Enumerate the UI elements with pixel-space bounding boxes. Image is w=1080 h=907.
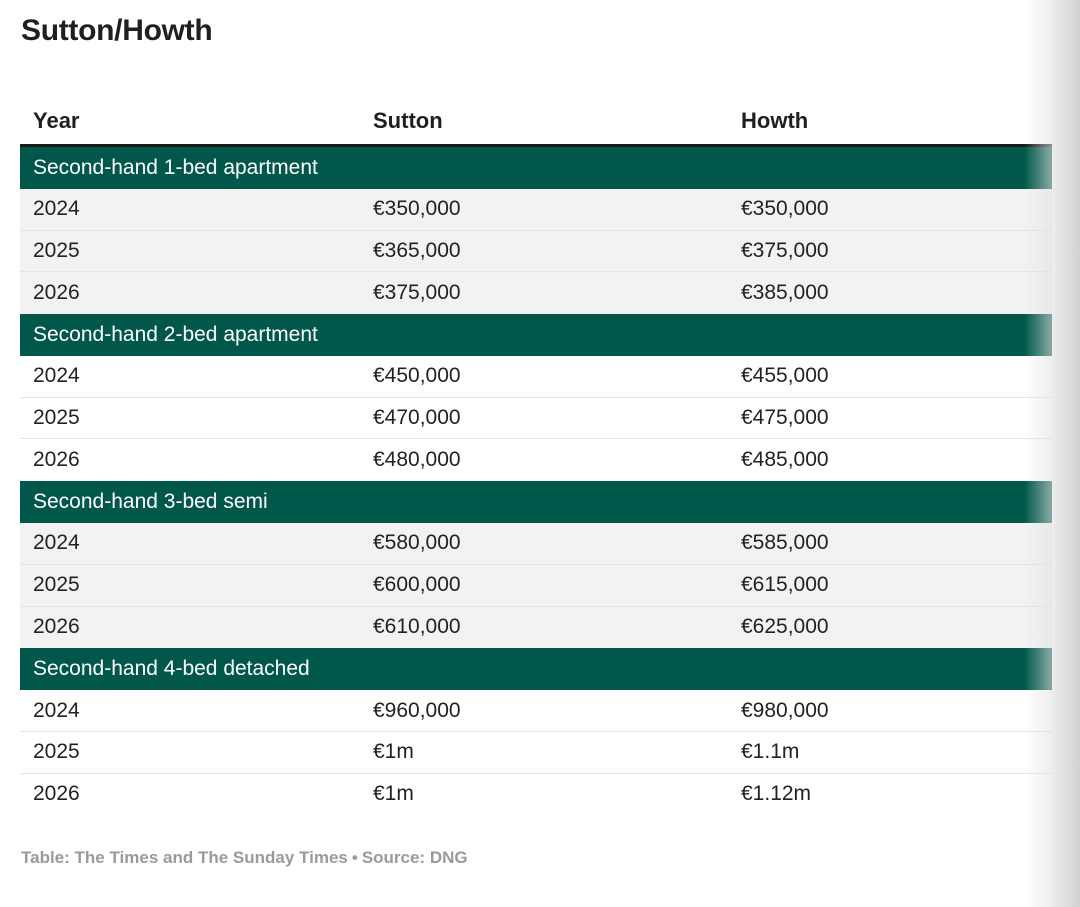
sutton-cell: €610,000	[373, 615, 461, 639]
howth-cell: €980,000	[741, 698, 829, 722]
howth-cell: €350,000	[741, 197, 829, 221]
table-group	[20, 481, 1052, 648]
table-footer	[21, 848, 468, 868]
table-row	[20, 189, 1052, 231]
sutton-cell: €450,000	[373, 364, 461, 388]
table-row	[20, 356, 1052, 398]
year-cell: 2025	[33, 573, 80, 597]
price-table	[20, 98, 1052, 815]
group-header: Second-hand 3-bed semi	[20, 481, 1052, 523]
howth-cell: €615,000	[741, 573, 829, 597]
table-row	[20, 398, 1052, 440]
table-row	[20, 523, 1052, 565]
column-header-howth: Howth	[741, 108, 809, 133]
howth-cell: €455,000	[741, 364, 829, 388]
table-row	[20, 231, 1052, 273]
sutton-cell: €375,000	[373, 281, 461, 305]
howth-cell: €1.12m	[741, 782, 812, 806]
sutton-cell: €1m	[373, 782, 414, 806]
howth-cell: €625,000	[741, 615, 829, 639]
sutton-cell: €580,000	[373, 531, 461, 555]
group-header: Second-hand 2-bed apartment	[20, 314, 1052, 356]
howth-cell: €585,000	[741, 531, 829, 555]
table-row	[20, 607, 1052, 649]
table-row	[20, 732, 1052, 774]
table-row	[20, 439, 1052, 481]
source-text: Source: DNG	[361, 848, 468, 867]
howth-cell: €475,000	[741, 406, 829, 430]
howth-cell: €385,000	[741, 281, 829, 305]
year-cell: 2024	[33, 531, 80, 555]
table-group	[20, 314, 1052, 481]
year-cell: 2025	[33, 406, 80, 430]
group-header: Second-hand 4-bed detached	[20, 648, 1052, 690]
sutton-cell: €1m	[373, 740, 414, 764]
year-cell: 2026	[33, 782, 80, 806]
separator-dot: •	[351, 848, 358, 867]
credit-text: Table: The Times and The Sunday Times	[21, 848, 348, 867]
sutton-cell: €365,000	[373, 239, 461, 263]
table-row	[20, 690, 1052, 732]
sutton-cell: €480,000	[373, 448, 461, 472]
table-row	[20, 565, 1052, 607]
year-cell: 2025	[33, 239, 80, 263]
sutton-cell: €960,000	[373, 698, 461, 722]
table-header-row	[20, 98, 1052, 147]
column-header-year: Year	[33, 108, 80, 133]
year-cell: 2026	[33, 281, 80, 305]
sutton-cell: €350,000	[373, 197, 461, 221]
table-row	[20, 272, 1052, 314]
column-header-sutton: Sutton	[373, 108, 443, 133]
sutton-cell: €600,000	[373, 573, 461, 597]
howth-cell: €375,000	[741, 239, 829, 263]
year-cell: 2026	[33, 615, 80, 639]
table-row	[20, 774, 1052, 816]
year-cell: 2024	[33, 364, 80, 388]
table-group	[20, 147, 1052, 314]
year-cell: 2024	[33, 698, 80, 722]
table-title: Sutton/Howth	[21, 14, 213, 47]
sutton-cell: €470,000	[373, 406, 461, 430]
year-cell: 2026	[33, 448, 80, 472]
howth-cell: €485,000	[741, 448, 829, 472]
year-cell: 2025	[33, 740, 80, 764]
group-header: Second-hand 1-bed apartment	[20, 147, 1052, 189]
howth-cell: €1.1m	[741, 740, 800, 764]
year-cell: 2024	[33, 197, 80, 221]
table-group	[20, 648, 1052, 815]
